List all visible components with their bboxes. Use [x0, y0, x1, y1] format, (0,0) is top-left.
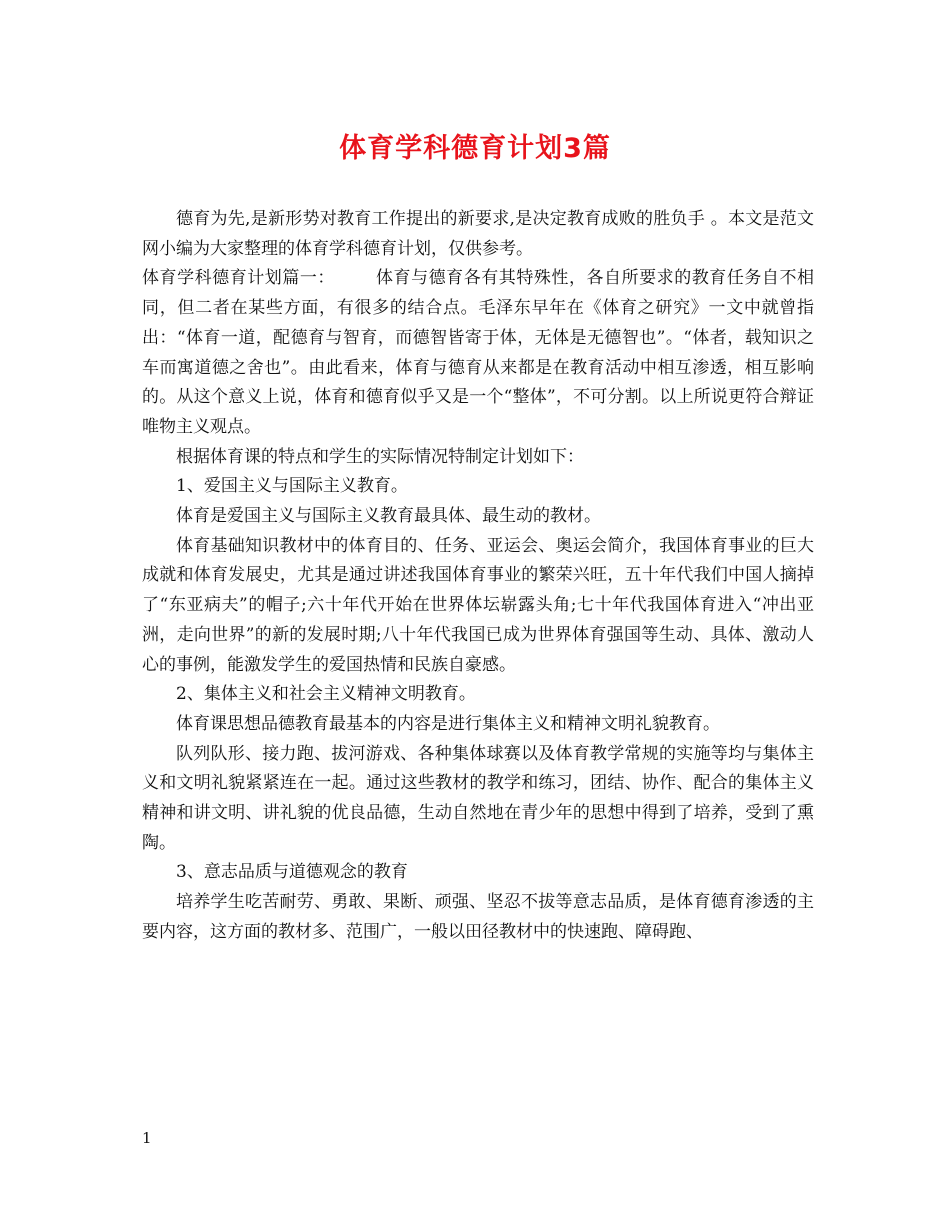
heading-item-2: 2、集体主义和社会主义精神文明教育。 [176, 684, 476, 705]
page-number: 1 [142, 1129, 152, 1147]
paragraph-item-2-summary: 体育课思想品德教育最基本的内容是进行集体主义和精神文明礼貌教育。 [176, 713, 720, 734]
paragraph-item-2-detail: 队列队形、接力跑、拔河游戏、各种集体球赛以及体育教学常规的实施等均与集体主义和文明礼貌紧紧连在一起。通过这些教材的教学和练习，团结、协作、配合的集体主义精神和讲文明、讲礼貌的优良品德，生动自然地在青少年的思想中得到了培养，受到了熏陶。 [142, 743, 814, 853]
paragraph-section-one: 体育学科德育计划篇一： 体育与德育各有其特殊性，各自所要求的教育任务自不相同，但二者在某些方面，有很多的结合点。毛泽东早年在《体育之研究》一文中就曾指出：“体育一道，配德育与智育，而德智皆寄于体，无体是无德智也”。“体者，载知识之车而寓道德之舍也”。由此看来，体育与德育从来都是在教育活动中相互渗透，相互影响的。从这个意义上说，体育和德育似乎又是一个“整体”，不可分割。以上所说更符合辩证唯物主义观点。 [142, 268, 814, 437]
document-title: 体育学科德育计划3篇 [339, 133, 611, 164]
paragraph-item-3-detail: 培养学生吃苦耐劳、勇敢、果断、顽强、坚忍不拔等意志品质，是体育德育渗透的主要内容，这方面的教材多、范围广，一般以田径教材中的快速跑、障碍跑、 [142, 892, 814, 942]
paragraph-item-1-detail: 体育基础知识教材中的体育目的、任务、亚运会、奥运会简介，我国体育事业的巨大成就和体育发展史，尤其是通过讲述我国体育事业的繁荣兴旺，五十年代我们中国人摘掉了“东亚病夫”的帽子;六十年代开始在世界体坛崭露头角;七十年代我国体育进入“冲出亚洲，走向世界”的新的发展时期;八十年代我国已成为世界体育强国等生动、具体、激动人心的事例，能激发学生的爱国热情和民族自豪感。 [142, 535, 814, 675]
paragraph-intro: 德育为先,是新形势对教育工作提出的新要求,是决定教育成败的胜负手 。本文是范文网小编为大家整理的体育学科德育计划，仅供参考。 [142, 209, 814, 259]
heading-item-3: 3、意志品质与道德观念的教育 [176, 862, 408, 883]
paragraph-item-1-summary: 体育是爱国主义与国际主义教育最具体、最生动的教材。 [176, 506, 601, 527]
paragraph-plan-intro: 根据体育课的特点和学生的实际情况特制定计划如下： [176, 446, 584, 467]
document-body [142, 200, 814, 948]
heading-item-1: 1、爱国主义与国际主义教育。 [176, 476, 408, 497]
